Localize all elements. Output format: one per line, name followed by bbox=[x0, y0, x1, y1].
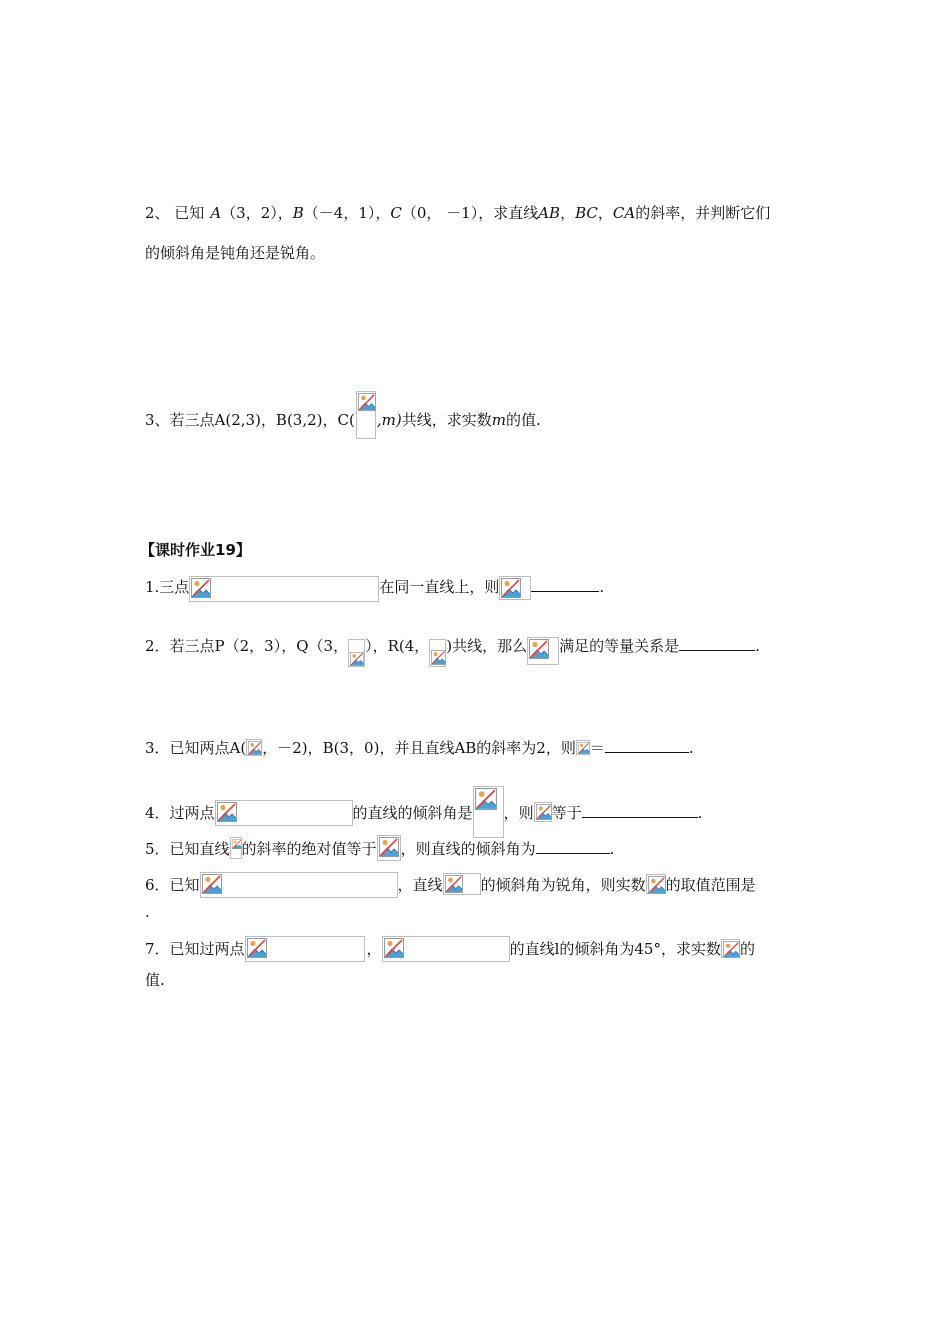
hw6-line2: . bbox=[145, 903, 150, 921]
formula-image bbox=[246, 739, 262, 756]
hw7-text: 的 bbox=[739, 940, 755, 958]
hw3-line bbox=[145, 738, 694, 758]
broken-image-icon bbox=[217, 802, 237, 822]
q2-line1 bbox=[145, 203, 770, 223]
point-B: B bbox=[292, 204, 304, 222]
broken-image-icon bbox=[350, 652, 364, 666]
hw7-text: 的直线l的倾斜角为45°，求实数 bbox=[509, 940, 721, 958]
formula-image bbox=[473, 786, 504, 838]
q2-text: 的斜率，并判断它们 bbox=[635, 204, 771, 222]
q2-text: （3，2）， bbox=[221, 204, 293, 222]
line-AB: AB bbox=[538, 204, 561, 222]
q3-text: ,m) bbox=[376, 411, 402, 429]
formula-image bbox=[576, 740, 590, 755]
hw1-line bbox=[145, 576, 604, 602]
broken-image-icon bbox=[379, 837, 399, 857]
formula-image bbox=[429, 639, 446, 667]
broken-image-icon bbox=[384, 938, 404, 958]
formula-image bbox=[382, 936, 510, 962]
answer-blank[interactable] bbox=[679, 636, 755, 651]
variable-m: m bbox=[491, 411, 506, 429]
q2-text: 2、 已知 bbox=[145, 204, 205, 222]
broken-image-icon bbox=[475, 788, 497, 810]
hw5-text: . bbox=[609, 840, 615, 858]
broken-image-icon bbox=[536, 804, 552, 820]
answer-blank[interactable] bbox=[582, 803, 698, 818]
broken-image-icon bbox=[232, 839, 242, 849]
hw1-text: . bbox=[599, 578, 605, 596]
q2-text: ， bbox=[597, 204, 613, 222]
hw6-text: 6．已知 bbox=[145, 876, 200, 894]
hw5-line bbox=[145, 835, 614, 861]
hw1-text: 1.三点 bbox=[145, 578, 190, 596]
hw6-text: ，直线 bbox=[397, 876, 443, 894]
hw2-text: )共线，那么 bbox=[446, 637, 528, 655]
q3-text: 的值. bbox=[505, 411, 541, 429]
broken-image-icon bbox=[578, 742, 590, 754]
formula-image bbox=[443, 873, 481, 895]
broken-image-icon bbox=[445, 875, 463, 893]
broken-image-icon bbox=[247, 938, 267, 958]
hw4-text: . bbox=[697, 804, 703, 822]
hw7-line bbox=[145, 936, 755, 962]
hw2-text: 2．若三点P（2，3），Q（3， bbox=[145, 637, 349, 655]
hw7-line2: 值. bbox=[145, 971, 165, 989]
hw4-text: ，则 bbox=[503, 804, 534, 822]
formula-image bbox=[215, 800, 353, 826]
hw3-text: 3．已知两点A( bbox=[145, 739, 247, 757]
broken-image-icon bbox=[648, 876, 666, 894]
broken-image-icon bbox=[248, 741, 262, 755]
formula-image bbox=[189, 576, 379, 602]
point-A: A bbox=[210, 204, 222, 222]
q2-line2: 的倾斜角是钝角还是锐角。 bbox=[145, 244, 326, 262]
homework-title: 【课时作业19】 bbox=[140, 541, 251, 559]
broken-image-icon bbox=[529, 639, 549, 659]
hw2-text: ），R(4， bbox=[365, 637, 430, 655]
formula-image bbox=[534, 802, 552, 822]
formula-image bbox=[348, 639, 365, 667]
hw5-text: ，则直线的倾斜角为 bbox=[400, 840, 536, 858]
broken-image-icon bbox=[723, 941, 740, 958]
formula-image bbox=[356, 391, 376, 439]
point-C: C bbox=[390, 204, 402, 222]
formula-image bbox=[721, 939, 740, 958]
hw3-text: . bbox=[688, 739, 694, 757]
broken-image-icon bbox=[191, 578, 211, 598]
q2-text: ， bbox=[560, 204, 576, 222]
hw7-text: 7．已知过两点 bbox=[145, 940, 245, 958]
answer-blank[interactable] bbox=[536, 839, 610, 854]
answer-blank[interactable] bbox=[531, 577, 599, 592]
q3-text: 共线，求实数 bbox=[401, 411, 492, 429]
hw3-text: ，－2)，B(3，0)，并且直线AB的斜率为2，则 bbox=[262, 739, 576, 757]
broken-image-icon bbox=[202, 874, 222, 894]
hw6-line bbox=[145, 872, 756, 898]
hw1-text: 在同一直线上，则 bbox=[379, 578, 500, 596]
hw6-text: 的倾斜角为锐角，则实数 bbox=[480, 876, 646, 894]
broken-image-icon bbox=[358, 393, 376, 411]
formula-image bbox=[499, 576, 531, 600]
formula-image bbox=[200, 872, 398, 898]
hw6-text: 的取值范围是 bbox=[665, 876, 756, 894]
hw3-text: ＝ bbox=[589, 739, 605, 757]
q3-text: 3、若三点A(2,3)，B(3,2)，C( bbox=[145, 411, 355, 429]
hw5-text: 5．已知直线 bbox=[145, 840, 230, 858]
hw2-line bbox=[145, 636, 760, 667]
formula-image bbox=[230, 837, 242, 859]
formula-image bbox=[646, 874, 666, 894]
formula-image bbox=[377, 835, 401, 861]
hw7-text: ， bbox=[366, 940, 382, 958]
broken-image-icon bbox=[501, 578, 521, 598]
q2-text: （0， －1），求直线 bbox=[401, 204, 539, 222]
hw2-text: . bbox=[755, 637, 760, 655]
hw5-text: 的斜率的绝对值等于 bbox=[241, 840, 377, 858]
hw4-text: 4．过两点 bbox=[145, 804, 215, 822]
broken-image-icon bbox=[431, 650, 446, 665]
q3-line bbox=[145, 391, 541, 439]
q2-text: （－4，1）， bbox=[303, 204, 391, 222]
line-CA: CA bbox=[612, 204, 636, 222]
line-BC: BC bbox=[575, 204, 598, 222]
hw4-text: 的直线的倾斜角是 bbox=[352, 804, 473, 822]
hw4-line bbox=[145, 786, 702, 838]
formula-image bbox=[527, 637, 559, 665]
hw4-text: 等于 bbox=[551, 804, 582, 822]
hw2-text: 满足的等量关系是 bbox=[559, 637, 680, 655]
answer-blank[interactable] bbox=[605, 738, 689, 753]
formula-image bbox=[245, 936, 365, 962]
